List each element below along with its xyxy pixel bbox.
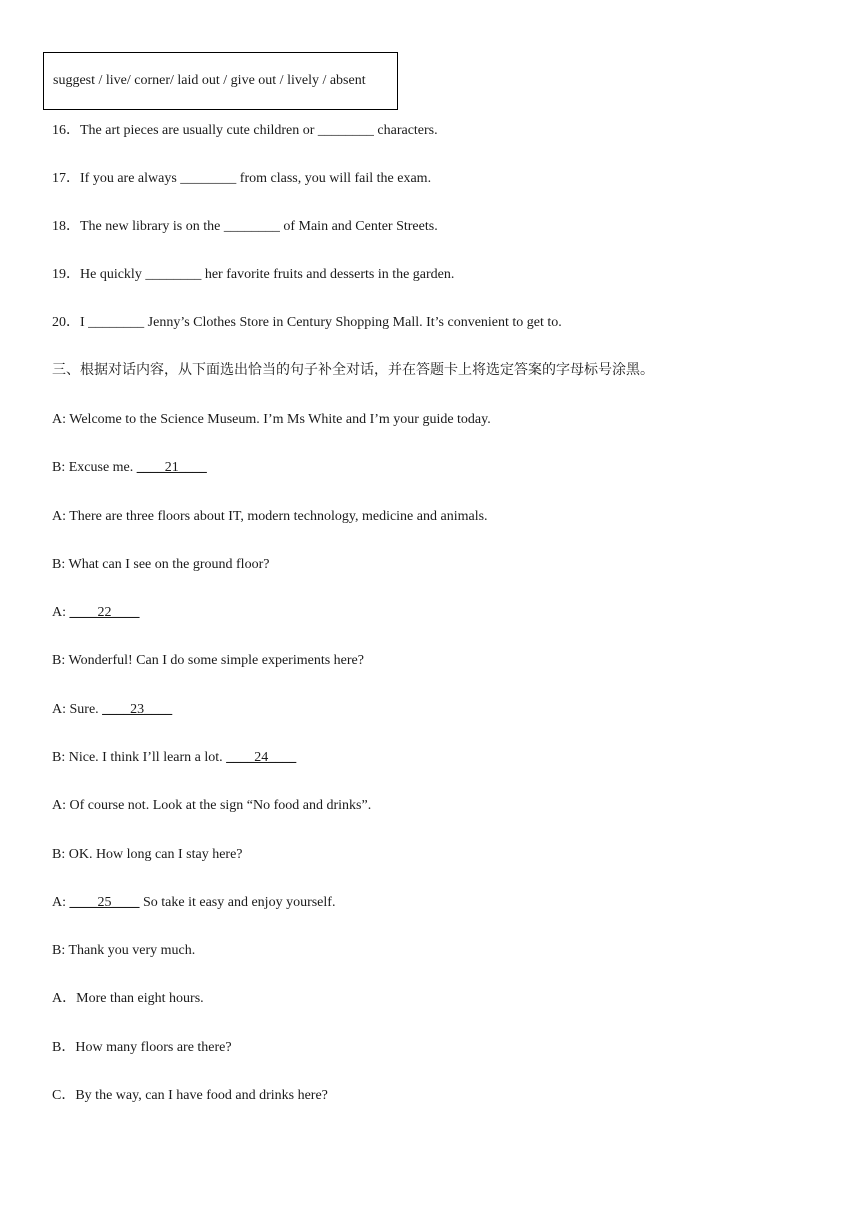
dialogue-line (52, 749, 296, 767)
question-number: 19． (52, 267, 80, 282)
answer-blank: ____25____ (69, 895, 140, 910)
option-letter: B． (52, 1040, 76, 1055)
dialogue-text: A: Welcome to the Science Museum. I’m Ms White and I’m your guide today. (52, 412, 491, 427)
option-text: More than eight hours. (76, 991, 204, 1006)
question-text: The new library is on the ________ of Main and Center Streets. (80, 219, 438, 234)
question-text: I ________ Jenny’s Clothes Store in Century Shopping Mall. It’s convenient to get to. (80, 315, 562, 330)
dialogue-text: B: OK. How long can I stay here? (52, 847, 243, 862)
dialogue-line (52, 508, 488, 526)
dialogue-text: A: Of course not. Look at the sign “No food and drinks”. (52, 798, 372, 813)
dialogue-line (52, 459, 207, 477)
question-number: 20． (52, 315, 80, 330)
dialogue-line (52, 797, 371, 815)
question-20 (52, 314, 562, 332)
dialogue-text: B: Excuse me. (52, 460, 137, 475)
word-bank-text: suggest / live/ corner/ laid out / give out / lively / absent (53, 73, 366, 88)
question-19 (52, 266, 454, 284)
answer-blank: ____24____ (226, 750, 297, 765)
dialogue-text: A: There are three floors about IT, modern technology, medicine and animals. (52, 509, 488, 524)
dialogue-line (52, 894, 335, 912)
option-letter: C． (52, 1088, 76, 1103)
answer-blank: ____22____ (69, 605, 140, 620)
dialogue-text: A: Sure. (52, 702, 103, 717)
option-text: How many floors are there? (75, 1040, 232, 1055)
option-letter: A． (52, 991, 77, 1006)
dialogue-text: B: Thank you very much. (52, 943, 196, 958)
dialogue-line (52, 604, 140, 622)
dialogue-text: B: Wonderful! Can I do some simple experiments here? (52, 653, 364, 668)
dialogue-text: So take it easy and enjoy yourself. (139, 895, 336, 910)
dialogue-text: A: (52, 895, 70, 910)
question-16 (52, 122, 438, 140)
question-number: 18． (52, 219, 80, 234)
question-17 (52, 170, 431, 188)
question-number: 17． (52, 171, 80, 186)
answer-blank: ____23____ (102, 702, 173, 717)
dialogue-line (52, 652, 364, 670)
option-text: By the way, can I have food and drinks here? (75, 1088, 328, 1103)
answer-blank: ____21____ (136, 460, 207, 475)
question-number: 16． (52, 123, 80, 138)
dialogue-line (52, 942, 195, 960)
dialogue-line (52, 701, 172, 719)
dialogue-text: B: What can I see on the ground floor? (52, 557, 270, 572)
dialogue-text: B: Nice. I think I’ll learn a lot. (52, 750, 227, 765)
dialogue-line (52, 556, 269, 574)
section-3-heading: 三、根据对话内容，从下面选出恰当的句子补全对话，并在答题卡上将选定答案的字母标号涂黑。 (52, 363, 654, 378)
word-bank-box (43, 52, 398, 110)
question-text: He quickly ________ her favorite fruits and desserts in the garden. (80, 267, 455, 282)
option-b (52, 1039, 232, 1057)
question-text: The art pieces are usually cute children or ________ characters. (80, 123, 438, 138)
question-text: If you are always ________ from class, you will fail the exam. (80, 171, 432, 186)
dialogue-line (52, 846, 243, 864)
option-c (52, 1087, 328, 1105)
question-18 (52, 218, 438, 236)
dialogue-text: A: (52, 605, 70, 620)
dialogue-line (52, 411, 491, 429)
option-a (52, 990, 204, 1008)
